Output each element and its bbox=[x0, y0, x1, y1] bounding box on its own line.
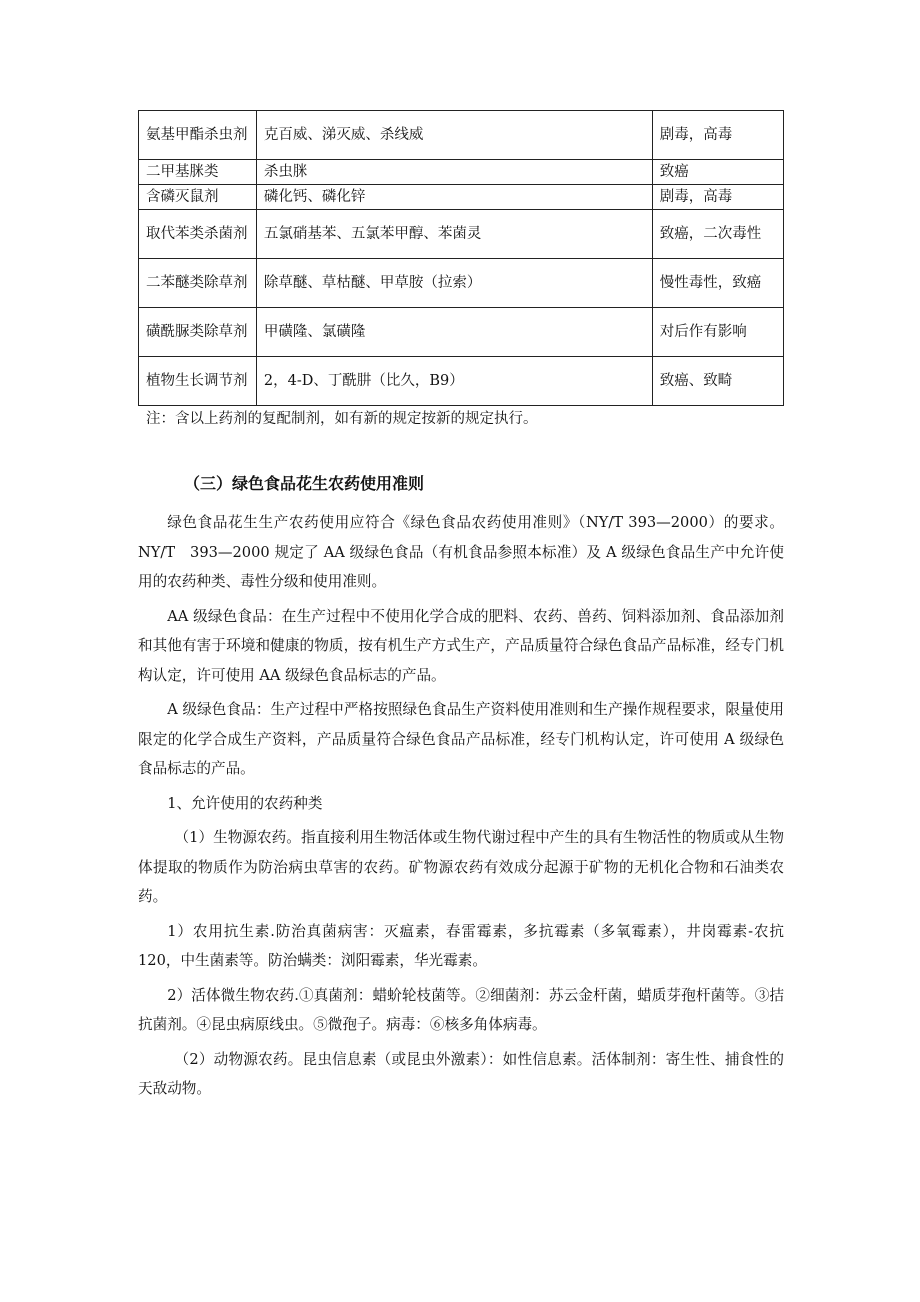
banned-pesticide-table bbox=[138, 110, 784, 406]
category-cell: 磺酰脲类除草剂 bbox=[139, 308, 257, 357]
paragraph: AA 级绿色食品：在生产过程中不使用化学合成的肥料、农药、兽药、饲料添加剂、食品添加剂和其他有害于环境和健康的物质，按有机生产方式生产，产品质量符合绿色食品产品标准，经专门机构认定，许可使用 AA 级绿色食品标志的产品。 bbox=[138, 607, 784, 684]
paragraph: 1）农用抗生素.防治真菌病害：灭瘟素，春雷霉素，多抗霉素（多氧霉素），井岗霉素-农抗 120，中生菌素等。防治螨类：浏阳霉素，华光霉素。 bbox=[138, 922, 784, 969]
category-cell: 含磷灭鼠剂 bbox=[139, 185, 257, 210]
category-cell: 二甲基脒类 bbox=[139, 160, 257, 185]
section-body bbox=[138, 508, 784, 1109]
category-cell: 取代苯类杀菌剂 bbox=[139, 210, 257, 259]
table-row bbox=[139, 160, 784, 185]
table-row bbox=[139, 357, 784, 406]
paragraph: （1）生物源农药。指直接利用生物活体或生物代谢过程中产生的具有生物活性的物质或从生物体提取的物质作为防治病虫草害的农药。矿物源农药有效成分起源于矿物的无机化合物和石油类农药。 bbox=[138, 829, 784, 905]
paragraph: A 级绿色食品：生产过程中严格按照绿色食品生产资料使用准则和生产操作规程要求，限量使用限定的化学合成生产资料，产品质量符合绿色食品产品标准，经专门机构认定，许可使用 A 级绿色食品标志的产品。 bbox=[138, 701, 784, 777]
reason-cell: 剧毒，高毒 bbox=[652, 111, 783, 160]
examples-cell: 杀虫脒 bbox=[256, 160, 652, 185]
paragraph: 绿色食品花生生产农药使用应符合《绿色食品农药使用准则》（NY/T 393—2000）的要求。NY/T 393—2000 规定了 AA 级绿色食品（有机食品参照本标准）及 A 级绿色食品生产中允许使用的农药种类、毒性分级和使用准则。 bbox=[138, 514, 784, 590]
reason-cell: 致癌，二次毒性 bbox=[652, 210, 783, 259]
examples-cell: 磷化钙、磷化锌 bbox=[256, 185, 652, 210]
reason-cell: 对后作有影响 bbox=[652, 308, 783, 357]
paragraph: 1、允许使用的农药种类 bbox=[167, 794, 323, 812]
reason-cell: 慢性毒性，致癌 bbox=[652, 259, 783, 308]
category-cell: 植物生长调节剂 bbox=[139, 357, 257, 406]
reason-cell: 致癌 bbox=[652, 160, 783, 185]
table-note: 注：含以上药剂的复配制剂，如有新的规定按新的规定执行。 bbox=[146, 411, 538, 427]
examples-cell: 2，4-D、丁酰肼（比久，B9） bbox=[256, 357, 652, 406]
paragraph: （2）动物源农药。昆虫信息素（或昆虫外激素）：如性信息素。活体制剂：寄生性、捕食性的天敌动物。 bbox=[138, 1050, 784, 1097]
reason-cell: 剧毒，高毒 bbox=[652, 185, 783, 210]
table-row bbox=[139, 259, 784, 308]
section-heading: （三）绿色食品花生农药使用准则 bbox=[184, 474, 425, 493]
category-cell: 氨基甲酯杀虫剂 bbox=[139, 111, 257, 160]
table-row bbox=[139, 111, 784, 160]
paragraph: 2）活体微生物农药.①真菌剂：蜡蚧轮枝菌等。②细菌剂：苏云金杆菌，蜡质芽孢杆菌等。③拮抗菌剂。④昆虫病原线虫。⑤微孢子。病毒：⑥核多角体病毒。 bbox=[138, 986, 784, 1033]
table-row bbox=[139, 210, 784, 259]
table-row bbox=[139, 308, 784, 357]
examples-cell: 五氯硝基苯、五氯苯甲醇、苯菌灵 bbox=[256, 210, 652, 259]
examples-cell: 甲磺隆、氯磺隆 bbox=[256, 308, 652, 357]
examples-cell: 克百威、涕灭威、杀线威 bbox=[256, 111, 652, 160]
category-cell: 二苯醚类除草剂 bbox=[139, 259, 257, 308]
examples-cell: 除草醚、草枯醚、甲草胺（拉索） bbox=[256, 259, 652, 308]
table-row bbox=[139, 185, 784, 210]
reason-cell: 致癌、致畸 bbox=[652, 357, 783, 406]
